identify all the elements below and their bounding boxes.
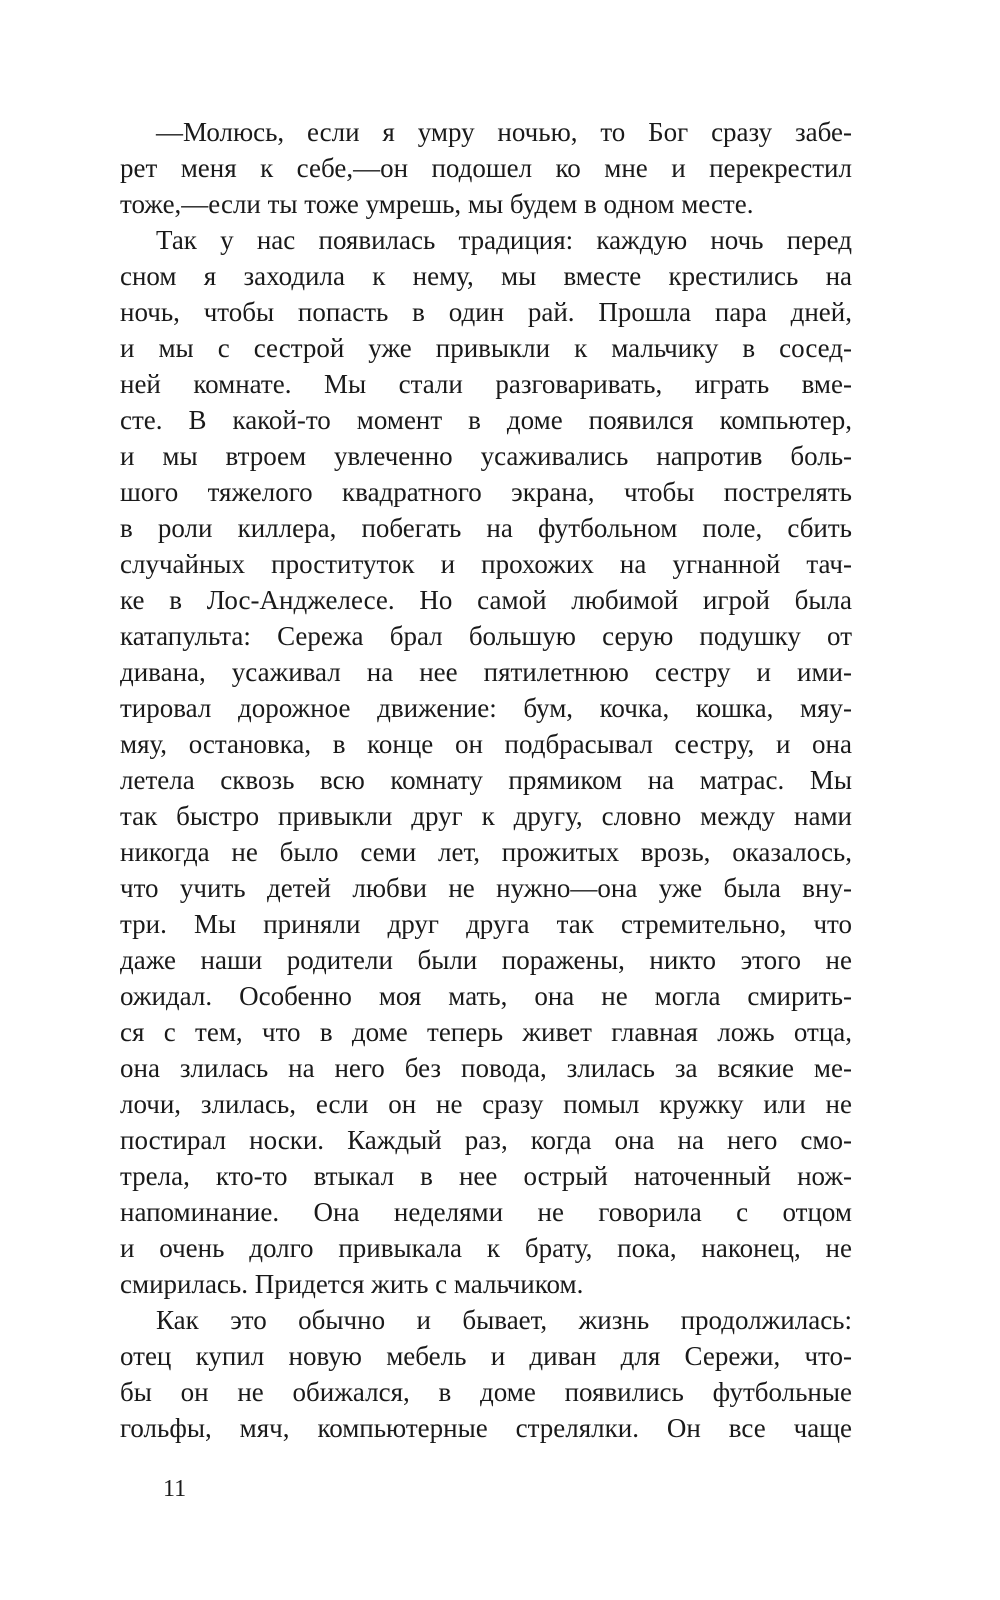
text-line: дивана, усаживал на нее пятилетнюю сестру и ими- [120,657,852,687]
text-line: смирилась. Придется жить с мальчиком. [120,1269,584,1299]
text-line: она злилась на него без повода, злилась за всякие ме- [120,1053,852,1083]
text-line: и очень долго привыкала к брату, пока, наконец, не [120,1233,852,1263]
text-line: тировал дорожное движение: бум, кочка, кошка, мяу- [120,693,852,723]
text-line: в роли киллера, побегать на футбольном поле, сбить [120,513,852,543]
text-line: никогда не было семи лет, прожитых врозь, оказалось, [120,837,852,867]
body-text [120,114,852,1446]
text-line: сте. В какой-то момент в доме появился компьютер, [120,405,852,435]
text-line: ожидал. Особенно моя мать, она не могла смирить- [120,981,852,1011]
text-line: Так у нас появилась традиция: каждую ночь перед [156,225,852,255]
text-line: постирал носки. Каждый раз, когда она на него смо- [120,1125,852,1155]
text-line: ночь, чтобы попасть в один рай. Прошла пара дней, [120,297,852,327]
text-line: шого тяжелого квадратного экрана, чтобы пострелять [120,477,852,507]
text-line: —Молюсь, если я умру ночью, то Бог сразу забе- [156,117,852,147]
text-line: три. Мы приняли друг друга так стремительно, что [120,909,852,939]
text-line: сном я заходила к нему, мы вместе крестились на [120,261,852,291]
text-line: напоминание. Она неделями не говорила с отцом [120,1197,852,1227]
text-line: трела, кто-то втыкал в нее острый наточенный нож- [120,1161,852,1191]
text-line: случайных проституток и прохожих на угнанной тач- [120,549,852,579]
text-line: мяу, остановка, в конце он подбрасывал сестру, и она [120,729,852,759]
text-line: что учить детей любви не нужно—она уже была вну- [120,873,852,903]
text-line: бы он не обижался, в доме появились футбольные [120,1377,852,1407]
text-line: и мы с сестрой уже привыкли к мальчику в сосед- [120,333,852,363]
text-line: так быстро привыкли друг к другу, словно между нами [120,801,852,831]
text-line: и мы втроем увлеченно усаживались напротив боль- [120,441,852,471]
text-line: Как это обычно и бывает, жизнь продолжилась: [156,1305,852,1335]
text-line: рет меня к себе,—он подошел ко мне и перекрестил [120,153,852,183]
text-line: тоже,—если ты тоже умрешь, мы будем в одном месте. [120,189,754,219]
text-line: ся с тем, что в доме теперь живет главная ложь отца, [120,1017,852,1047]
text-line: лочи, злилась, если он не сразу помыл кружку или не [120,1089,852,1119]
text-line: отец купил новую мебель и диван для Сережи, что- [120,1341,852,1371]
text-line: ке в Лос-Анджелесе. Но самой любимой игрой была [120,585,852,615]
text-line: гольфы, мяч, компьютерные стрелялки. Он все чаще [120,1413,852,1443]
text-line: летела сквозь всю комнату прямиком на матрас. Мы [120,765,852,795]
text-line: даже наши родители были поражены, никто этого не [120,945,852,975]
page-number: 11 [163,1476,187,1502]
text-line: катапульта: Сережа брал большую серую подушку от [120,621,852,651]
text-line: ней комнате. Мы стали разговаривать, играть вме- [120,369,852,399]
